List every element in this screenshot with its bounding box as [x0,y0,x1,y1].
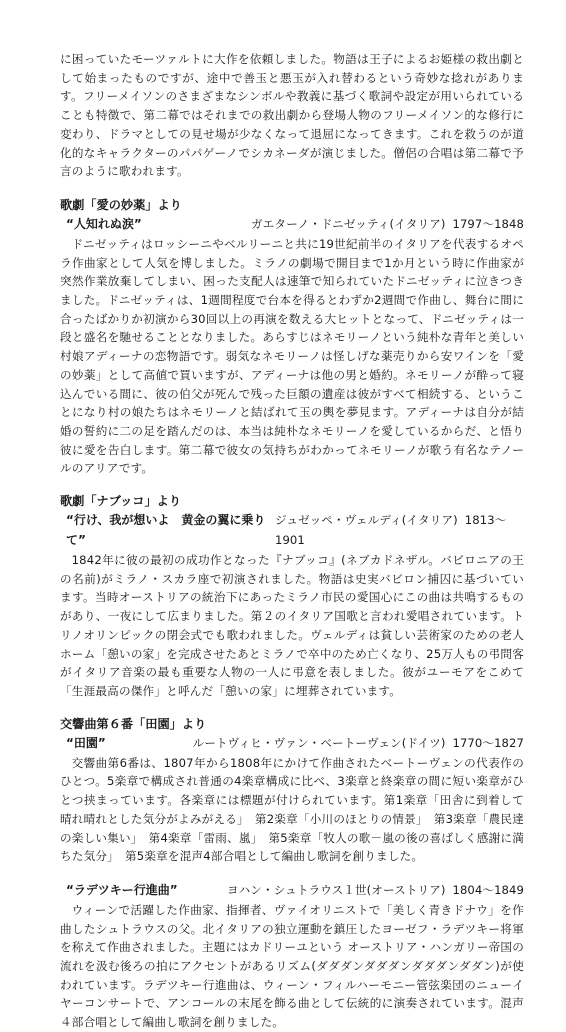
composer-name: ヨハン・シュトラウス１世(オーストリア) [226,882,446,897]
piece-header [60,733,524,753]
composer-dates: 1804～1849 [452,882,524,897]
composer-name: ガエターノ・ドニゼッティ(イタリア) [250,216,446,231]
composer-line [251,214,524,234]
composer-dates: 1813～1901 [274,513,507,548]
composer-name: ジュゼッペ・ヴェルディ(イタリア) [274,513,458,528]
composer-dates: 1797～1848 [452,216,524,231]
composer-line [227,880,524,900]
composer-line [275,510,524,550]
section-body: 交響曲第6番は、1807年から1808年にかけて作曲されたベートーヴェンの代表作のひとつ。5楽章で構成され普通の4楽章構成に比べ、3楽章と終楽章の間に短い楽章がひとつ挟まっています。各楽章には標題が付けられています。第1楽章「田舎に到着して晴れ晴れとした気分がよみがえる」 第2楽章「小川のほとりの情景」 第3楽章「農民達の楽しい集い」 第4楽章「雷雨、嵐」 第5楽章「牧人の歌－嵐の後の喜ばしく感謝に満ちた気分」 第5楽章を混声4部合唱として編曲し歌詞を創りました。 [60,755,524,864]
composer-line [193,733,524,753]
section-title: 交響曲第６番「田園」より [60,716,207,731]
section-body: ウィーンで活躍した作曲家、指揮者、ヴァイオリニストで「美しく青きドナウ」を作曲したシュトラウスの父。北イタリアの独立運動を鎮圧したヨーゼフ・ラデツキー将軍を称えて作曲されました。主題にはカドリーユという オーストリア・ハンガリー帝国の流れを汲む後ろの拍にアクセントがあるリズム(ダダダンダダダンダダダンダダン)が使われています。ラデツキー行進曲は、ウィーン・フィルハーモニー管弦楽団のニューイヤーコンサートで、アンコールの末尾を飾る曲として伝統的に演奏されています。混声４部合唱として編曲し歌詞を創りました。 [60,902,524,1030]
section-title: 歌劇「ナブッコ」より [60,494,182,509]
piece-title: “ラデツキー行進曲” [66,882,178,897]
piece-title: “行け、我が想いよ 黄金の翼に乗りて” [66,513,266,548]
piece-title: “田園” [66,735,106,750]
section-title: 歌劇「愛の妙薬」より [60,197,182,212]
composer-dates: 1770～1827 [452,735,524,750]
document-page [60,50,524,1032]
intro-paragraph: に困っていたモーツァルトに大作を依頼しました。物語は王子によるお姫様の救出劇として始まったものですが、途中で善玉と悪玉が入れ替わるという奇妙な捻れがあります。フリーメイソンのさまざまなシンボルや教義に基づく歌詞や設定が用いられていることも特徴で、第二幕ではそれまでの救出劇から登場人物のフリーメイソン的な修行に変わり、ドラマとしての見せ場が少なくなって退屈になってきます。これを救うのが道化的なキャラクターのパパゲーノでシカネーダが演じました。僧侶の合唱は第二幕で予言のように歌われます。 [60,52,524,179]
section-body: 1842年に彼の最初の成功作となった『ナブッコ』(ネブカドネザル。バビロニアの王の名前)がミラノ・スカラ座で初演されました。物語は史実バビロン捕囚に基づいています。当時オーストリアの統治下にあったミラノ市民の愛国心にこの曲は共鳴するものがあり、一夜にして広まりました。第２のイタリア国歌と言われ愛唱されています。トリノオリンピックの閉会式でも歌われました。ヴェルディは貧しい芸術家のための老人ホーム「憩いの家」を完成させたあとミラノで卒中のため亡くなり、25万人もの弔問客がイタリア音楽の最も重要な人物の一人に弔意を表しました。彼がユーモアをこめて「生涯最高の傑作」と呼んだ「憩いの家」に埋葬されています。 [60,553,524,698]
section-nabucco [60,492,524,701]
piece-header [60,510,524,550]
piece-header [60,880,524,900]
section-pastoral [60,715,524,866]
piece-title: “人知れぬ涙” [66,216,142,231]
section-body: ドニゼッティはロッシーニやベルリーニと共に19世紀前半のイタリアを代表するオペラ作曲家として人気を博しました。ミラノの劇場で開目まで1か月という時に作曲家が突然作業放棄してしまい、困った支配人は速筆で知られていたドニゼッティに泣きつきました。ドニゼッティは、1週間程度で台本を得るとわずか2週間で作曲し、舞台に間に合ったばかりか初演から30回以上の再演を数える大ヒットとなって、ドニゼッティは一段と盛名を馳せることとなりました。あらすじはネモリーノという純朴な青年と美しい村娘アディーナの恋物語です。弱気なネモリーノは怪しげな薬売りから安ワインを「愛の妙薬」として高値で買いますが、アディーナは他の男と婚約。ネモリーノが酔って寝込んでいる間に、彼の伯父が死んで残った巨額の遺産は彼がすべて相続する、ということになり村の娘たちはネモリーノと結ばれて玉の輿を夢見ます。アディーナは自分が結婚の誓約に二の足を踏んだのは、本当は純朴なネモリーノを愛しているからだ、と悟り彼に愛を告白します。第二幕で彼女の気持ちがわかってネモリーノが歌う有名なテノールのアリアです。 [60,236,524,476]
composer-name: ルートヴィヒ・ヴァン・ベートーヴェン(ドイツ) [192,735,446,750]
piece-header [60,214,524,234]
section-radetzky [60,880,524,1032]
section-ai-no-myoyaku [60,196,524,478]
